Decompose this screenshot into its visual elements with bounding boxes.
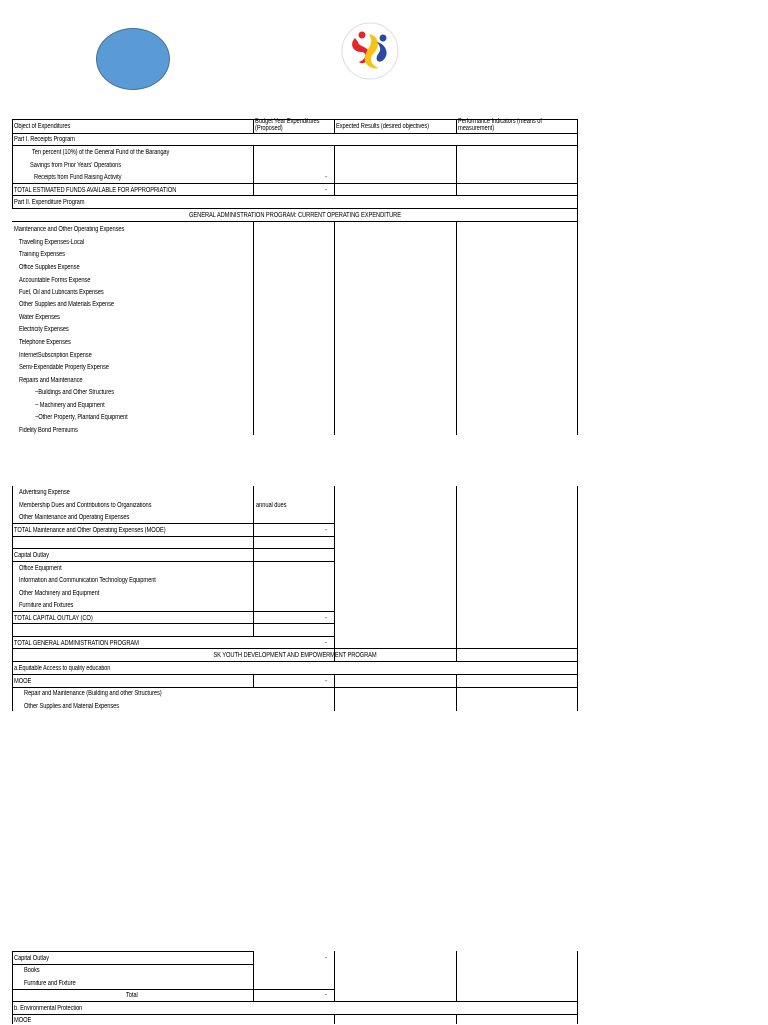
list-item: Telephone Expenses <box>19 339 71 346</box>
list-item: Office Supplies Expense <box>19 264 80 271</box>
list-item: Repair and Maintenance (Building and other Structures) <box>24 690 162 697</box>
list-item: ~Other Property, Plantand Equipment <box>35 414 128 421</box>
capital-outlay-heading: Capital Outlay <box>14 955 49 962</box>
list-item: Semi-Expendable Property Expense <box>19 364 109 371</box>
list-item: Electricity Expenses <box>19 326 69 333</box>
col-budget-header: Budget Year Expenditures (Proposed) <box>255 118 320 132</box>
list-item: Accountable Forms Expense <box>19 277 91 284</box>
part1-title: Part I. Receipts Program <box>14 136 75 143</box>
sk-program-heading: SK YOUTH DEVELOPMENT AND EMPOWERMENT PROGRAM <box>213 652 377 659</box>
blue-ellipse-shape <box>96 28 170 90</box>
list-item: Receipts from Fund Raising Activity <box>34 174 122 181</box>
total-co-label: TOTAL CAPITAL OUTLAY (CO) <box>14 615 93 622</box>
capital-outlay-heading: Capital Outlay <box>14 552 49 559</box>
environmental-heading: b. Environmental Protection <box>14 1005 83 1012</box>
part2-title: Part II. Expenditure Program <box>14 199 85 206</box>
list-item: Fidelity Bond Premiums <box>19 427 78 434</box>
total-funds-amount: - <box>325 187 327 194</box>
list-item: Furniture and Fixture <box>24 980 76 987</box>
list-item: Fuel, Oil and Lubricants Expenses <box>19 289 104 296</box>
total-mooe-label: TOTAL Maintenance and Other Operating Expenses (MOOE) <box>14 527 166 534</box>
total-label: Total <box>126 992 138 999</box>
col-performance-header: Performance Indicators (means of measurement) <box>458 118 542 132</box>
total-mooe-amount: - <box>325 527 327 534</box>
list-item: Ten percent (10%) of the General Fund of the Barangay <box>32 149 170 156</box>
list-item: Information and Communication Technology Equipment <box>19 577 156 584</box>
list-item: Training Expenses <box>19 251 65 258</box>
mooe-label: MOOE <box>14 1017 32 1024</box>
total-co-amount: - <box>325 615 327 622</box>
annual-dues-note: annual dues <box>256 502 287 509</box>
list-item: Books <box>24 967 40 974</box>
mooe-label: MOOE <box>14 678 32 685</box>
list-item: Savings from Prior Years' Operations <box>30 162 121 169</box>
list-item: Furniture and Fixtures <box>19 602 74 609</box>
col-object-header: Object of Expenditures <box>14 123 71 130</box>
list-item: Travelling Expenses-Local <box>19 239 85 246</box>
mooe-heading: Maintenance and Other Operating Expenses <box>14 226 125 233</box>
list-item: Advertising Expense <box>19 489 70 496</box>
total-funds-label: TOTAL ESTIMATED FUNDS AVAILABLE FOR APPROPRIATION <box>14 187 177 194</box>
list-item: InternetSubscription Expense <box>19 352 92 359</box>
total-gen-amount: - <box>325 640 327 647</box>
capital-outlay-amount: - <box>325 955 327 962</box>
list-item: Other Maintenance and Operating Expenses <box>19 514 130 521</box>
col-expected-header: Expected Results (desired objectives) <box>336 123 430 130</box>
total-amount: - <box>325 992 327 999</box>
gen-admin-heading: GENERAL ADMINISTRATION PROGRAM: CURRENT OPERATING EXPENDITURE <box>189 212 401 219</box>
list-item: ~Buildings and Other Structures <box>35 389 114 396</box>
amount-value: - <box>325 174 327 181</box>
mooe-amount: - <box>325 678 327 685</box>
list-item: Other Supplies and Materials Expense <box>19 301 115 308</box>
list-item: ~ Machinery and Equipment <box>35 402 105 409</box>
total-gen-label: TOTAL GENERAL ADMINISTRATION PROGRAM <box>14 640 139 647</box>
list-item: Other Supplies and Material Expenses <box>24 703 120 710</box>
list-item: Water Expenses <box>19 314 60 321</box>
list-item: Repairs and Maintenance <box>19 377 83 384</box>
list-item: Membership Dues and Contributions to Organizations <box>19 502 152 509</box>
list-item: Other Machinery and Equipment <box>19 590 100 597</box>
education-heading: a.Equitable Access to quality education <box>14 665 111 672</box>
list-item: Office Equipment <box>19 565 62 572</box>
sk-logo-icon <box>341 22 399 80</box>
